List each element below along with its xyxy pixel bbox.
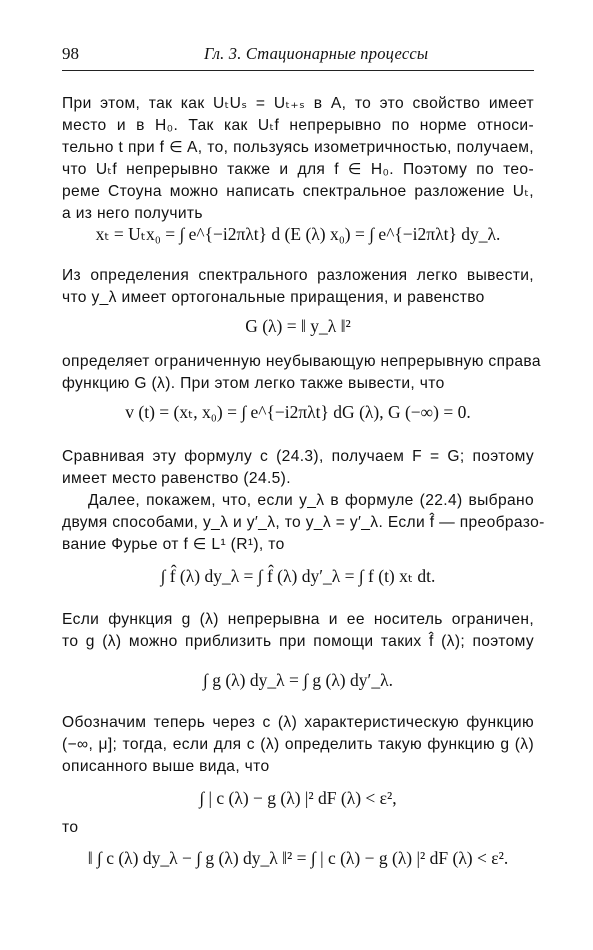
text-line: то [62, 819, 79, 836]
text-line: что y_λ имеет ортогональные приращения, и равенство [62, 289, 485, 306]
text-line: что Uₜf непрерывно также и для f ∈ H₀. Поэтому по тео- [62, 161, 534, 178]
equation-3: v (t) = (xₜ, x₀) = ∫ e^{−i2πλt} dG (λ), G (−∞) = 0. [125, 402, 471, 422]
text-line: описанного выше вида, что [62, 758, 270, 775]
page-header [62, 44, 532, 66]
text-line: Сравнивая эту формулу с (24.3), получаем F = G; поэтому [62, 448, 534, 465]
equation-6: ∫ | c (λ) − g (λ) |² dF (λ) < ε², [199, 788, 397, 808]
equation-7: ‖ ∫ c (λ) dy_λ − ∫ g (λ) dy_λ ‖² = ∫ | c (λ) − g (λ) |² dF (λ) < ε². [87, 848, 509, 868]
header-rule [62, 70, 534, 71]
running-title: Гл. 3. Стационарные процессы [204, 44, 429, 63]
page-number: 98 [62, 44, 79, 63]
text-line: определяет ограниченную неубывающую непрерывную справа [62, 353, 541, 370]
text-line: Далее, покажем, что, если y_λ в формуле (22.4) выбрано [88, 492, 534, 509]
text-line: При этом, так как UₜUₛ = Uₜ₊ₛ в A, то это свойство имеет [62, 95, 534, 112]
text-line: реме Стоуна можно написать спектральное разложение Uₜ, [62, 183, 534, 200]
equation-5: ∫ g (λ) dy_λ = ∫ g (λ) dy′_λ. [203, 670, 393, 690]
text-line: двумя способами, y_λ и y′_λ, то y_λ = y′_λ. Если f̂ — преобразо- [62, 514, 545, 531]
equation-2: G (λ) = ‖ y_λ ‖² [245, 316, 351, 336]
text-line: Обозначим теперь через c (λ) характеристическую функцию [62, 714, 534, 731]
text-line: функцию G (λ). При этом легко также вывести, что [62, 375, 445, 392]
text-line: вание Фурье от f ∈ L¹ (R¹), то [62, 536, 285, 553]
text-line: тельно t при f ∈ A, то, пользуясь изометричностью, получаем, [62, 139, 534, 156]
text-line: (−∞, μ]; тогда, если для c (λ) определить такую функцию g (λ) [62, 736, 534, 753]
text-line: место и в H₀. Так как Uₜf непрерывно по норме относи- [62, 117, 534, 134]
text-line: имеет место равенство (24.5). [62, 470, 291, 487]
text-line: Из определения спектрального разложения легко вывести, [62, 267, 534, 284]
equation-4: ∫ f̂ (λ) dy_λ = ∫ f̂ (λ) dy′_λ = ∫ f (t) xₜ dt. [160, 566, 436, 586]
equation-1: xₜ = Uₜx₀ = ∫ e^{−i2πλt} d (E (λ) x₀) = ∫ e^{−i2πλt} dy_λ. [95, 224, 501, 244]
text-line: а из него получить [62, 205, 203, 222]
text-line: Если функция g (λ) непрерывна и ее носитель ограничен, [62, 611, 534, 628]
text-line: то g (λ) можно приблизить при помощи таких f̂ (λ); поэтому [62, 633, 534, 650]
